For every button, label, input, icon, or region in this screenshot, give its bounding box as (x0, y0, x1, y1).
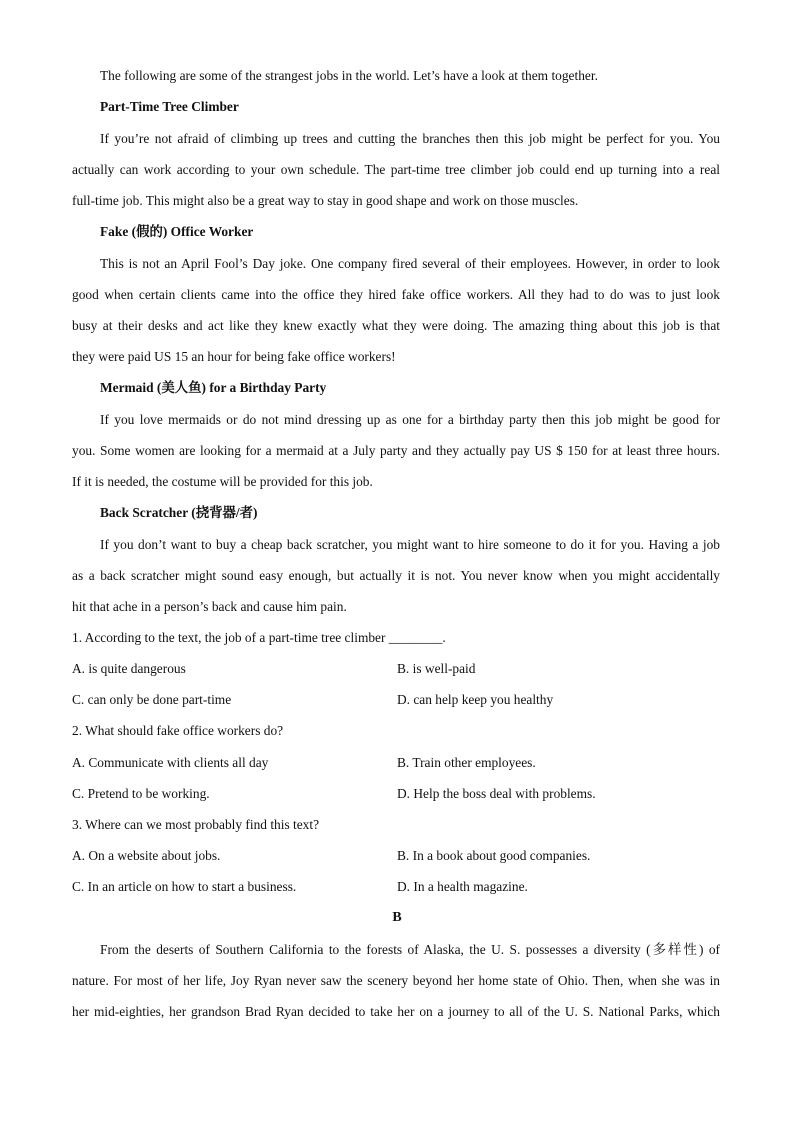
answer-option[interactable]: B. Train other employees. (397, 755, 536, 770)
paragraph-line: If it is needed, the costume will be provided for this job. (72, 474, 373, 489)
paragraph-line: From the deserts of Southern California to the forests of Alaska, the U. S. possesses a diversity (多样性) of (100, 942, 720, 957)
answer-option[interactable]: C. Pretend to be working. (72, 786, 210, 801)
paragraph-line: This is not an April Fool’s Day joke. One company fired several of their employees. However, in order to look (100, 256, 720, 271)
paragraph-line: full-time job. This might also be a great way to stay in good shape and work on those muscles. (72, 193, 579, 208)
paragraph-line: hit that ache in a person’s back and cause him pain. (72, 599, 347, 614)
answer-option[interactable]: A. On a website about jobs. (72, 848, 221, 863)
paragraph-line: her mid-eighties, her grandson Brad Ryan decided to take her on a journey to all of the U. S. National Parks, which (72, 1004, 720, 1019)
answer-option[interactable]: A. Communicate with clients all day (72, 755, 269, 770)
question-stem: 1. According to the text, the job of a part-time tree climber ________. (72, 630, 446, 645)
question-stem: 3. Where can we most probably find this text? (72, 817, 320, 832)
section-heading: Part-Time Tree Climber (100, 99, 239, 114)
paragraph-line: busy at their desks and act like they knew exactly what they were doing. The amazing thing about this job is that (72, 318, 720, 333)
paragraph-line: If you love mermaids or do not mind dressing up as one for a birthday party then this job might be good for (100, 412, 720, 427)
answer-option[interactable]: C. can only be done part-time (72, 692, 232, 707)
answer-option[interactable]: D. can help keep you healthy (397, 692, 554, 707)
passage-label: B (392, 910, 402, 925)
answer-option[interactable]: B. is well-paid (397, 661, 476, 676)
question-stem: 2. What should fake office workers do? (72, 723, 284, 738)
answer-option[interactable]: C. In an article on how to start a business. (72, 879, 297, 894)
paragraph-line: you. Some women are looking for a mermaid at a July party and they actually pay US $ 150 for at least three hours. (72, 443, 720, 458)
answer-option[interactable]: B. In a book about good companies. (397, 848, 591, 863)
paragraph-line: nature. For most of her life, Joy Ryan never saw the scenery beyond her home state of Ohio. Then, when she was in (72, 973, 720, 988)
section-heading: Back Scratcher (挠背器/者) (100, 505, 258, 520)
paragraph-line: actually can work according to your own schedule. The part-time tree climber job could end up turning into a real (72, 162, 720, 177)
section-heading: Fake (假的) Office Worker (100, 224, 254, 239)
passage-intro: The following are some of the strangest jobs in the world. Let’s have a look at them together. (100, 68, 598, 83)
answer-option[interactable]: D. In a health magazine. (397, 879, 528, 894)
paragraph-line: they were paid US 15 an hour for being fake office workers! (72, 349, 396, 364)
answer-option[interactable]: A. is quite dangerous (72, 661, 186, 676)
answer-option[interactable]: D. Help the boss deal with problems. (397, 786, 596, 801)
paragraph-line: good when certain clients came into the office they hired fake office workers. All they had to do was to just look (72, 287, 720, 302)
paragraph-line: If you don’t want to buy a cheap back scratcher, you might want to hire someone to do it for you. Having a job (100, 537, 720, 552)
paragraph-line: If you’re not afraid of climbing up trees and cutting the branches then this job might be perfect for you. You (100, 131, 720, 146)
section-heading: Mermaid (美人鱼) for a Birthday Party (100, 380, 327, 395)
paragraph-line: as a back scratcher might sound easy enough, but actually it is not. You never know when you might accidentally (72, 568, 720, 583)
